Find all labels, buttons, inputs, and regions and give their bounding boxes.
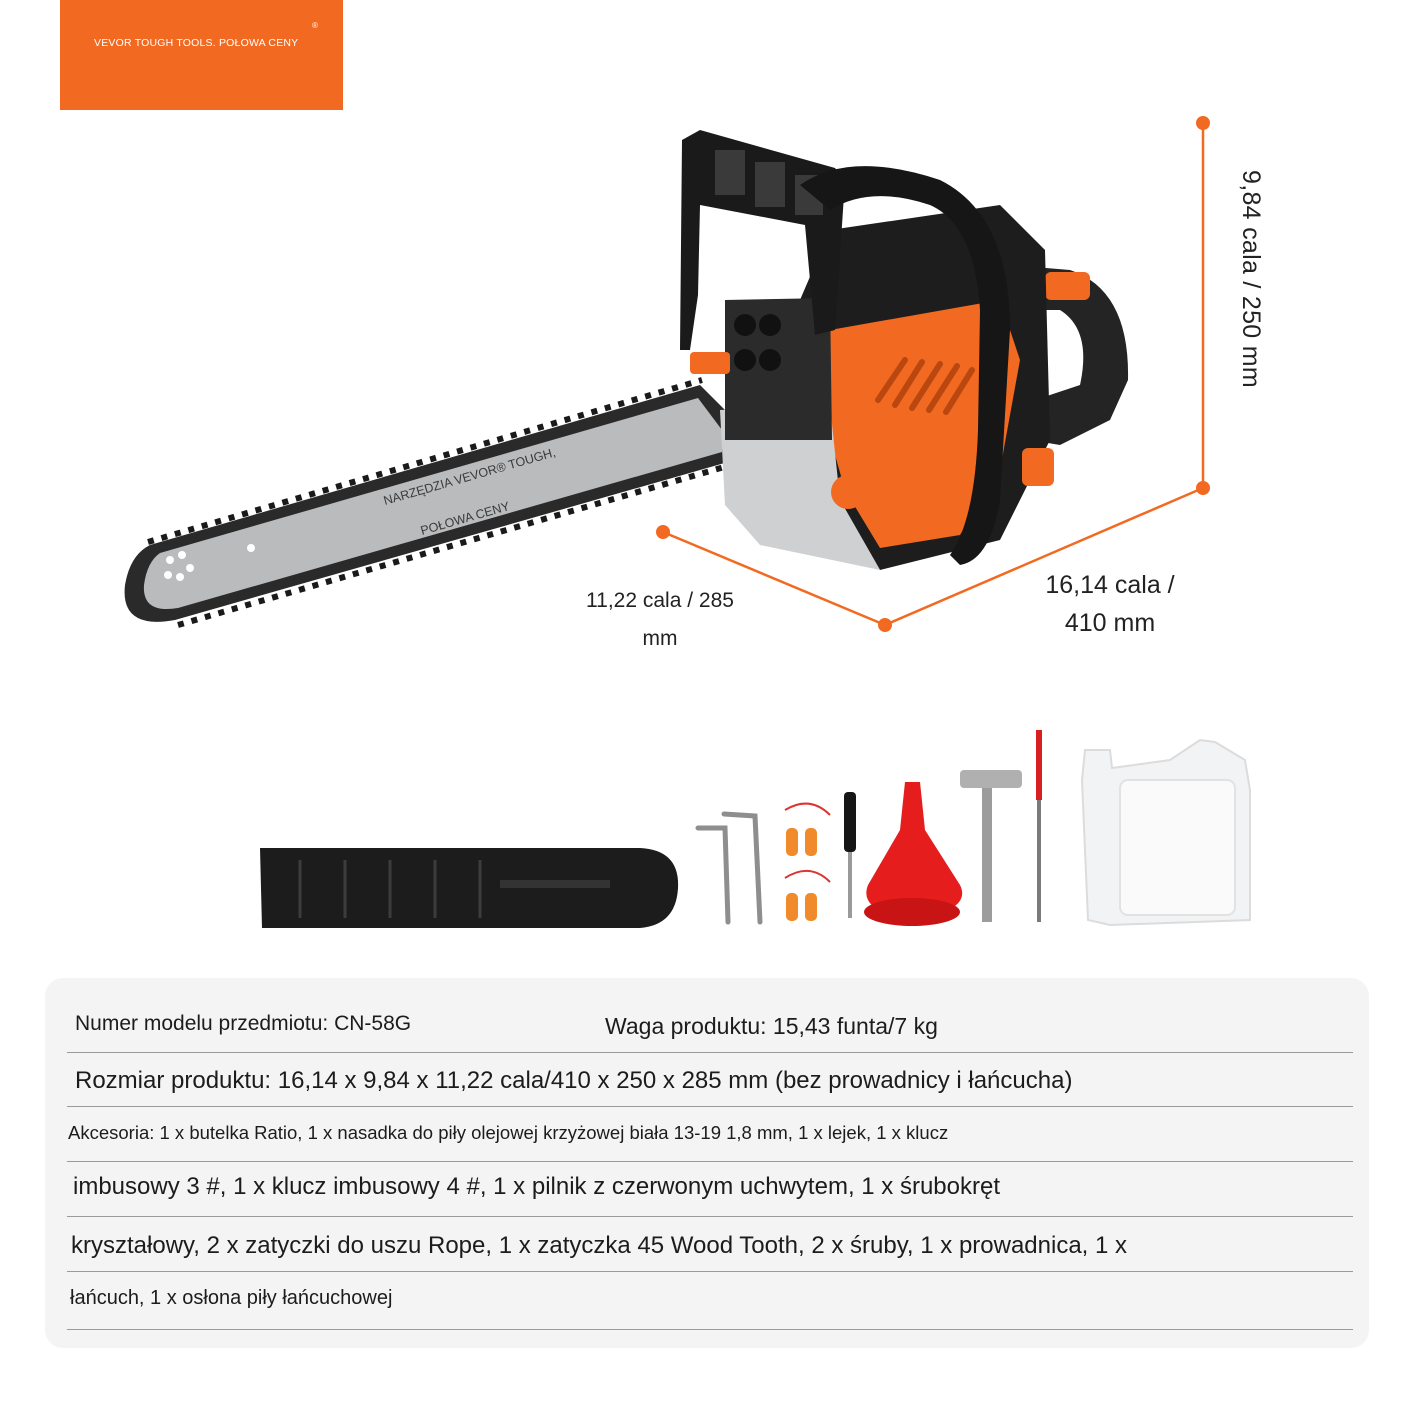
spec-row-accessories-2 bbox=[67, 1161, 1353, 1217]
spec-row-model-weight bbox=[67, 978, 1353, 1053]
spec-accessories-line1: Akcesoria: 1 x butelka Ratio, 1 x nasadka do piły olejowej krzyżowej biała 13-19 1,8 mm, 1 x lejek, 1 x klucz bbox=[68, 1122, 949, 1143]
dimension-body-length-line2: 410 mm bbox=[1064, 609, 1156, 637]
file-tool bbox=[1036, 730, 1042, 922]
dimension-bar-length-label bbox=[570, 582, 750, 658]
dimension-bar-length-text: 11,22 cala / 285 mm bbox=[586, 589, 734, 650]
spec-accessories-line3: kryształowy, 2 x zatyczki do uszu Rope, 1 x zatyczka 45 Wood Tooth, 2 x śruby, 1 x prowadnica, 1 x bbox=[71, 1232, 1128, 1259]
dimension-height-label: 9,84 cala / 250 mm bbox=[1237, 170, 1265, 389]
funnel bbox=[864, 782, 962, 926]
spark-plug-wrench bbox=[960, 770, 1022, 922]
specifications-panel bbox=[45, 978, 1369, 1348]
brand-banner-text: VEVOR TOUGH TOOLS. POŁOWA CENY bbox=[94, 37, 299, 49]
spec-accessories-line2: imbusowy 3 #, 1 x klucz imbusowy 4 #, 1 x pilnik z czerwonym uchwytem, 1 x śrubokręt bbox=[73, 1173, 1000, 1200]
bar-print-line1: NARZĘDZIA VEVOR® TOUGH, bbox=[381, 445, 558, 508]
spec-accessories-line4: łańcuch, 1 x osłona piły łańcuchowej bbox=[70, 1287, 393, 1309]
bar-print-line2: POŁOWA CENY bbox=[418, 499, 512, 538]
registered-mark: ® bbox=[312, 21, 318, 30]
spec-size: Rozmiar produktu: 16,14 x 9,84 x 11,22 cala/410 x 250 x 285 mm (bez prowadnicy i łańcucha) bbox=[75, 1067, 1073, 1094]
spec-row-accessories-3 bbox=[67, 1216, 1353, 1272]
spec-row-size bbox=[67, 1052, 1353, 1107]
screwdriver bbox=[844, 792, 856, 918]
brand-banner bbox=[60, 0, 343, 110]
hex-keys bbox=[698, 814, 760, 922]
engine-body bbox=[680, 130, 1128, 570]
spec-weight: Waga produktu: 15,43 funta/7 kg bbox=[605, 1013, 938, 1039]
dimension-body-length-line1: 16,14 cala / bbox=[1045, 571, 1175, 599]
spec-row-accessories-4 bbox=[67, 1271, 1353, 1330]
ear-plugs bbox=[785, 804, 830, 921]
ratio-bottle bbox=[1082, 740, 1250, 925]
accessories-illustration bbox=[240, 720, 1280, 960]
dimension-body-length-label bbox=[1020, 566, 1200, 642]
spec-row-accessories-1 bbox=[67, 1106, 1353, 1162]
chain-guard bbox=[260, 848, 678, 928]
spec-model: Numer modelu przedmiotu: CN-58G bbox=[75, 1012, 412, 1035]
